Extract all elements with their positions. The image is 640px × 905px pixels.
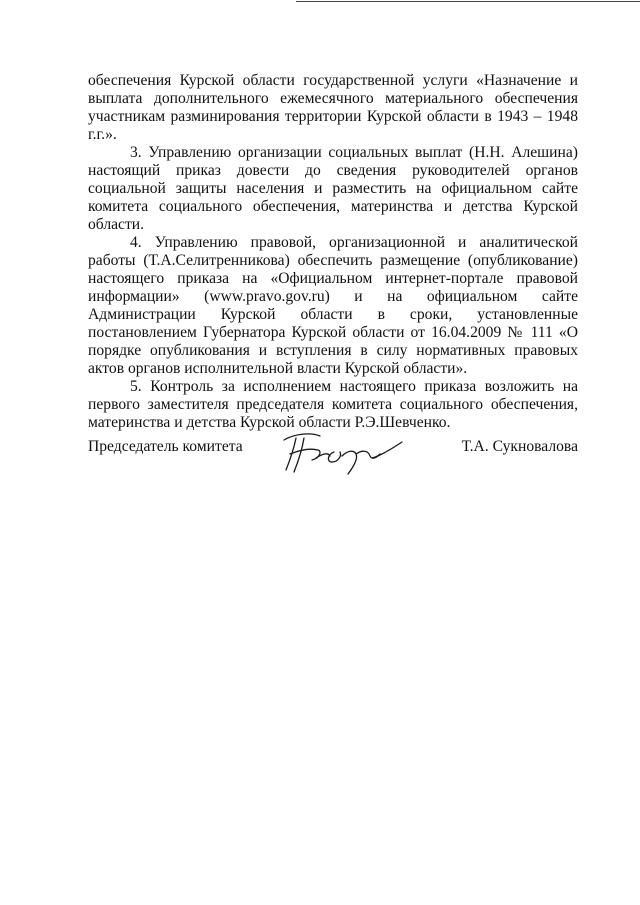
paragraph-item-3: 3. Управлению организации социальных выплат (Н.Н. Алешина) настоящий приказ довести до сведения руководителей органов социальной защиты населения и разместить на официальном сайте комитета социального обеспечения, материнства и детства Курской области. <box>88 144 578 233</box>
paragraph-item-4: 4. Управлению правовой, организационной и аналитической работы (Т.А.Селитренникова) обеспечить размещение (опубликование) настоящего приказа на «Официальном интернет-портале правовой информации» (www.pravo.gov.ru) и на официальном сайте Администрации Курской области в сроки, установленные постановлением Губернатора Курской области от 16.04.2009 № 111 «О порядке опубликования и вступления в силу нормативных правовых актов органов исполнительной власти Курской области». <box>88 234 578 377</box>
paragraph-continuation: обеспечения Курской области государственной услуги «Назначение и выплата дополнительного ежемесячного материального обеспечения участникам разминирования территории Курской области в 1943 – 1948 г.г.». <box>88 72 578 143</box>
paragraph-item-5: 5. Контроль за исполнением настоящего приказа возложить на первого заместителя председателя комитета социального обеспечения, материнства и детства Курской области Р.Э.Шевченко. <box>88 378 578 431</box>
handwritten-signature <box>276 428 406 478</box>
signature-block <box>88 428 578 488</box>
signatory-title: Председатель комитета <box>88 438 243 455</box>
signatory-name: Т.А. Сукновалова <box>461 438 578 455</box>
top-rule <box>296 1 640 2</box>
document-body <box>88 72 578 432</box>
